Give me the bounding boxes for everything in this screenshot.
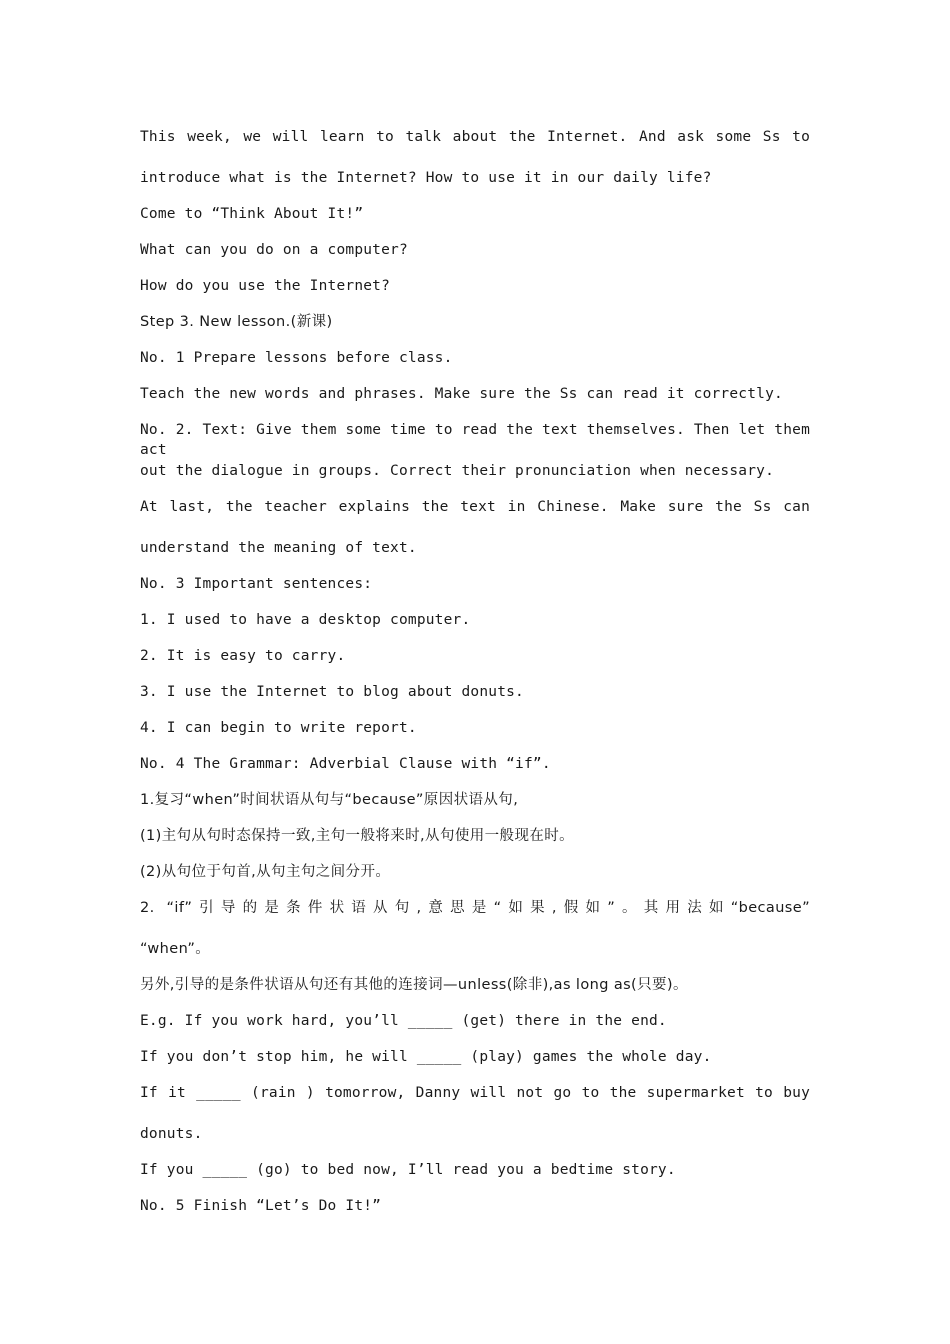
section-heading: No. 5 Finish “Let’s Do It!” xyxy=(140,1198,382,1214)
paragraph-line: introduce what is the Internet? How to use it in our daily life? xyxy=(140,170,712,186)
grammar-point: “when”。 xyxy=(140,941,211,957)
exercise-line: If you _____ (go) to bed now, I’ll read you a bedtime story. xyxy=(140,1162,676,1178)
grammar-point: 另外,引导的是条件状语从句还有其他的连接词—unless(除非),as long as(只要)。 xyxy=(140,977,688,993)
exercise-line: If it _____ (rain ) tomorrow, Danny will not go to the supermarket to buy xyxy=(140,1085,810,1101)
paragraph-line: Come to “Think About It!” xyxy=(140,206,364,222)
section-heading: No. 2. Text: Give them some time to read the text themselves. Then let them act xyxy=(140,422,810,458)
section-heading: No. 3 Important sentences: xyxy=(140,576,373,592)
exercise-line: E.g. If you work hard, you’ll _____ (get) there in the end. xyxy=(140,1013,667,1029)
list-item: 3. I use the Internet to blog about donuts. xyxy=(140,684,524,700)
paragraph-line: This week, we will learn to talk about the Internet. And ask some Ss to xyxy=(140,129,810,145)
grammar-point: 2. “if”引导的是条件状语从句,意思是“如果,假如”。其用法如“because” xyxy=(140,900,810,916)
paragraph-line: understand the meaning of text. xyxy=(140,540,417,556)
grammar-point: (1)主句从句时态保持一致,主句一般将来时,从句使用一般现在时。 xyxy=(140,828,575,844)
list-item: 4. I can begin to write report. xyxy=(140,720,417,736)
paragraph-line: out the dialogue in groups. Correct their pronunciation when necessary. xyxy=(140,463,775,479)
paragraph-line: Teach the new words and phrases. Make sure the Ss can read it correctly. xyxy=(140,386,783,402)
grammar-point: 1.复习“when”时间状语从句与“because”原因状语从句, xyxy=(140,792,519,808)
step-heading: Step 3. New lesson.(新课) xyxy=(140,314,333,330)
list-item: 1. I used to have a desktop computer. xyxy=(140,612,471,628)
section-heading: No. 1 Prepare lessons before class. xyxy=(140,350,453,366)
grammar-point: (2)从句位于句首,从句主句之间分开。 xyxy=(140,864,391,880)
exercise-line: donuts. xyxy=(140,1126,203,1142)
question-line: How do you use the Internet? xyxy=(140,278,391,294)
section-heading: No. 4 The Grammar: Adverbial Clause with “if”. xyxy=(140,756,551,772)
exercise-line: If you don’t stop him, he will _____ (play) games the whole day. xyxy=(140,1049,712,1065)
question-line: What can you do on a computer? xyxy=(140,242,408,258)
paragraph-line: At last, the teacher explains the text in Chinese. Make sure the Ss can xyxy=(140,499,810,515)
list-item: 2. It is easy to carry. xyxy=(140,648,346,664)
